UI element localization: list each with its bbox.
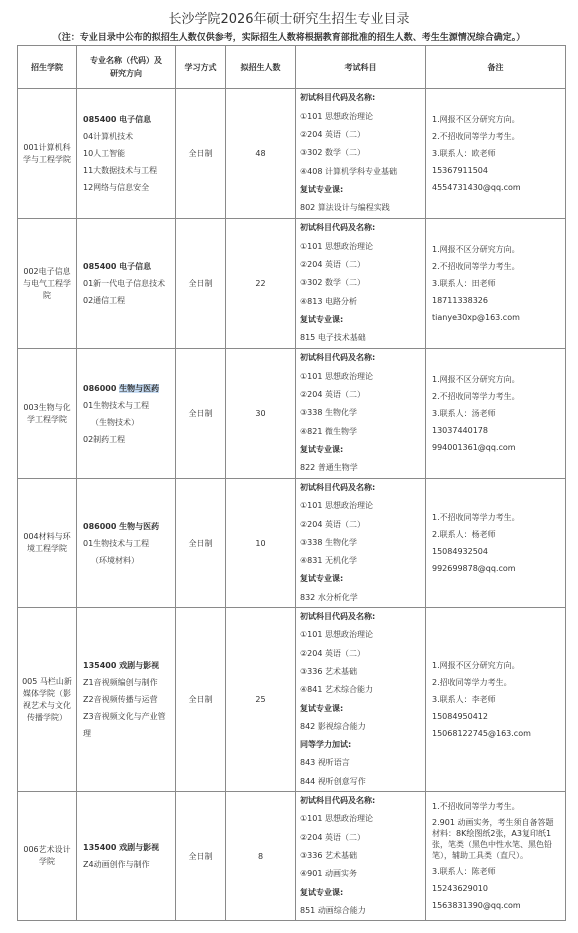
remark-item: 15243629010 bbox=[432, 884, 488, 894]
remark-item: 2.不招收同等学力考生。 bbox=[432, 132, 520, 141]
exam-item: ③336 艺术基础 bbox=[300, 666, 357, 676]
college-cell: 001计算机科学与工程学院 bbox=[18, 89, 77, 219]
exam-item: ②204 英语（二） bbox=[300, 130, 365, 140]
exam-item: ①101 思想政治理论 bbox=[300, 241, 373, 251]
direction-item: 10人工智能 bbox=[83, 149, 126, 158]
remark-item: 994001361@qq.com bbox=[432, 443, 516, 452]
remark-item: 2.不招收同等学力考生。 bbox=[432, 262, 520, 271]
major-code-highlight[interactable]: 生物与医药 bbox=[119, 383, 160, 393]
exam-heading: 初试科目代码及名称: bbox=[300, 612, 376, 622]
exam-item: ②204 英语（二） bbox=[300, 260, 365, 270]
college-cell: 002电子信息与电气工程学院 bbox=[18, 219, 77, 349]
exam-item: ③336 艺术基础 bbox=[300, 850, 357, 860]
exam-item: 844 视听创意写作 bbox=[300, 776, 366, 786]
direction-item: Z1音视频编创与制作 bbox=[83, 678, 158, 688]
exam-heading: 复试专业课: bbox=[300, 444, 344, 454]
header-plan: 拟招生人数 bbox=[226, 46, 296, 89]
remark-cell bbox=[426, 89, 566, 219]
exam-item: 842 影视综合能力 bbox=[300, 721, 366, 731]
exam-heading: 同等学力加试: bbox=[300, 740, 352, 750]
direction-item: 04计算机技术 bbox=[83, 132, 134, 141]
exam-item: 802 算法设计与编程实践 bbox=[300, 203, 390, 213]
major-code: 135400 戏剧与影视 bbox=[83, 843, 160, 853]
exam-item: ④831 无机化学 bbox=[300, 556, 357, 566]
direction-item: 02制药工程 bbox=[83, 434, 126, 444]
mode-cell: 全日制 bbox=[176, 349, 226, 479]
major-cell bbox=[77, 219, 176, 349]
page-note: （注：专业目录中公布的拟招生人数仅供参考，实际招生人数将根据教育部批准的招生人数、考生生源情况综合确定。） bbox=[52, 33, 526, 43]
exam-item: ②204 英语（二） bbox=[300, 832, 365, 842]
direction-item: Z4动画创作与制作 bbox=[83, 860, 150, 870]
exam-heading: 复试专业课: bbox=[300, 184, 344, 194]
table-row bbox=[18, 219, 566, 349]
remark-item: 1.不招收同等学力考生。 bbox=[432, 513, 520, 523]
remark-cell bbox=[426, 479, 566, 608]
remark-item: 3.联系人：陈老师 bbox=[432, 867, 496, 877]
direction-item: Z3音视频文化与产业管理 bbox=[83, 712, 166, 739]
remark-item: 18711338326 bbox=[432, 296, 488, 305]
exam-heading: 初试科目代码及名称: bbox=[300, 93, 376, 103]
table-row bbox=[18, 608, 566, 792]
mode-cell: 全日制 bbox=[176, 608, 226, 792]
exam-item: 822 普通生物学 bbox=[300, 463, 358, 473]
exam-cell bbox=[296, 349, 426, 479]
table-row bbox=[18, 349, 566, 479]
exam-item: ②204 英语（二） bbox=[300, 390, 365, 400]
direction-item: Z2音视频传播与运营 bbox=[83, 695, 158, 705]
page-title: 长沙学院2026年硕士研究生招生专业目录 bbox=[168, 12, 410, 27]
exam-item: ④841 艺术综合能力 bbox=[300, 685, 373, 695]
mode-cell: 全日制 bbox=[176, 219, 226, 349]
header-exam: 考试科目 bbox=[296, 46, 426, 89]
exam-cell bbox=[296, 89, 426, 219]
remark-item: 2.901 动画实务，考生须自备答题材料：8K绘图纸2张，A3复印纸1张，笔类（黑色中性水笔、黑色铅笔），辅助工具类（直尺）。 bbox=[432, 818, 554, 861]
remark-item: 15068122745@163.com bbox=[432, 729, 531, 739]
remark-item: 3.联系人：欧老师 bbox=[432, 149, 496, 158]
direction-item: 11大数据技术与工程 bbox=[83, 166, 158, 175]
exam-cell bbox=[296, 479, 426, 608]
exam-item: ③302 数学（二） bbox=[300, 278, 365, 288]
direction-item: 12网络与信息安全 bbox=[83, 183, 150, 192]
header-major bbox=[77, 46, 176, 89]
remark-item: 1.网报不区分研究方向。 bbox=[432, 661, 520, 671]
remark-item: 2.不招收同等学力考生。 bbox=[432, 392, 520, 401]
remark-cell bbox=[426, 349, 566, 479]
plan-cell: 25 bbox=[226, 608, 296, 792]
remark-item: 1.网报不区分研究方向。 bbox=[432, 115, 520, 124]
direction-item: 01新一代电子信息技术 bbox=[83, 279, 166, 288]
table-row bbox=[18, 792, 566, 921]
mode-cell: 全日制 bbox=[176, 792, 226, 921]
exam-heading: 复试专业课: bbox=[300, 887, 344, 897]
remark-item: 1.网报不区分研究方向。 bbox=[432, 375, 520, 384]
mode-cell: 全日制 bbox=[176, 479, 226, 608]
plan-cell: 30 bbox=[226, 349, 296, 479]
table-row bbox=[18, 89, 566, 219]
major-code: 085400 电子信息 bbox=[83, 115, 152, 124]
catalog-table bbox=[17, 45, 566, 921]
header-major-line1: 专业名称（代码）及 bbox=[90, 56, 162, 65]
exam-item: ①101 思想政治理论 bbox=[300, 630, 373, 640]
header-mode: 学习方式 bbox=[176, 46, 226, 89]
major-code: 135400 戏剧与影视 bbox=[83, 661, 160, 671]
remark-cell bbox=[426, 792, 566, 921]
exam-item: 815 电子技术基础 bbox=[300, 333, 366, 343]
major-cell bbox=[77, 792, 176, 921]
exam-item: ③338 生物化学 bbox=[300, 408, 357, 418]
exam-item: ③338 生物化学 bbox=[300, 537, 357, 547]
exam-item: ①101 思想政治理论 bbox=[300, 371, 373, 381]
exam-heading: 初试科目代码及名称: bbox=[300, 483, 376, 492]
header-college: 招生学院 bbox=[18, 46, 77, 89]
exam-item: ④408 计算机学科专业基础 bbox=[300, 166, 397, 176]
remark-item: tianye30xp@163.com bbox=[432, 313, 520, 322]
exam-item: ①101 思想政治理论 bbox=[300, 111, 373, 121]
header-major-line2: 研究方向 bbox=[110, 69, 142, 78]
direction-item: （环境材料） bbox=[91, 555, 139, 565]
remark-item: 15367911504 bbox=[432, 166, 488, 175]
exam-item: ④821 微生物学 bbox=[300, 426, 357, 436]
table-row bbox=[18, 479, 566, 608]
direction-item: 01生物技术与工程 bbox=[83, 538, 150, 548]
college-cell: 004材料与环境工程学院 bbox=[18, 479, 77, 608]
exam-item: 843 视听语言 bbox=[300, 758, 350, 768]
plan-cell: 10 bbox=[226, 479, 296, 608]
exam-cell bbox=[296, 219, 426, 349]
header-row bbox=[18, 46, 566, 89]
exam-heading: 初试科目代码及名称: bbox=[300, 223, 376, 233]
major-code-number: 086000 bbox=[83, 383, 120, 393]
exam-item: 832 水分析化学 bbox=[300, 592, 358, 602]
college-cell: 005 马栏山新媒体学院（影视艺术与文化传播学院） bbox=[18, 608, 77, 792]
exam-item: ④901 动画实务 bbox=[300, 869, 357, 879]
exam-cell bbox=[296, 792, 426, 921]
major-cell bbox=[77, 349, 176, 479]
exam-item: ①101 思想政治理论 bbox=[300, 501, 373, 511]
exam-heading: 初试科目代码及名称: bbox=[300, 353, 376, 363]
exam-cell bbox=[296, 608, 426, 792]
plan-cell: 22 bbox=[226, 219, 296, 349]
plan-cell: 48 bbox=[226, 89, 296, 219]
remark-item: 15084950412 bbox=[432, 712, 488, 722]
remark-item: 1.不招收同等学力考生。 bbox=[432, 802, 520, 812]
remark-item: 2.招收同等学力考生。 bbox=[432, 678, 512, 688]
remark-item: 3.联系人：田老师 bbox=[432, 279, 496, 288]
college-cell: 006艺术设计学院 bbox=[18, 792, 77, 921]
header-remark: 备注 bbox=[426, 46, 566, 89]
remark-item: 15084932504 bbox=[432, 547, 488, 557]
direction-item: （生物技术） bbox=[91, 417, 139, 427]
exam-item: ①101 思想政治理论 bbox=[300, 814, 373, 824]
major-cell bbox=[77, 479, 176, 608]
exam-item: ②204 英语（二） bbox=[300, 519, 365, 529]
remark-item: 1.网报不区分研究方向。 bbox=[432, 245, 520, 254]
major-cell bbox=[77, 608, 176, 792]
exam-heading: 复试专业课: bbox=[300, 314, 344, 324]
exam-item: ②204 英语（二） bbox=[300, 648, 365, 658]
exam-item: 851 动画综合能力 bbox=[300, 905, 366, 915]
exam-item: ④813 电路分析 bbox=[300, 296, 357, 306]
remark-item: 992699878@qq.com bbox=[432, 564, 516, 574]
remark-item: 4554731430@qq.com bbox=[432, 183, 521, 192]
remark-item: 3.联系人：汤老师 bbox=[432, 409, 496, 418]
exam-item: ③302 数学（二） bbox=[300, 148, 365, 158]
exam-heading: 复试专业课: bbox=[300, 703, 344, 713]
college-cell: 003生物与化学工程学院 bbox=[18, 349, 77, 479]
major-code bbox=[83, 380, 171, 397]
direction-item: 01生物技术与工程 bbox=[83, 400, 150, 410]
direction-item: 02通信工程 bbox=[83, 296, 126, 305]
major-cell bbox=[77, 89, 176, 219]
remark-cell bbox=[426, 219, 566, 349]
major-code: 085400 电子信息 bbox=[83, 262, 152, 271]
remark-item: 2.联系人：杨老师 bbox=[432, 530, 496, 540]
exam-heading: 复试专业课: bbox=[300, 574, 344, 584]
major-code: 086000 生物与医药 bbox=[83, 521, 160, 531]
remark-item: 3.联系人：李老师 bbox=[432, 695, 496, 705]
exam-heading: 初试科目代码及名称: bbox=[300, 796, 376, 806]
remark-item: 1563831390@qq.com bbox=[432, 901, 521, 911]
remark-item: 13037440178 bbox=[432, 426, 488, 435]
remark-cell bbox=[426, 608, 566, 792]
plan-cell: 8 bbox=[226, 792, 296, 921]
mode-cell: 全日制 bbox=[176, 89, 226, 219]
